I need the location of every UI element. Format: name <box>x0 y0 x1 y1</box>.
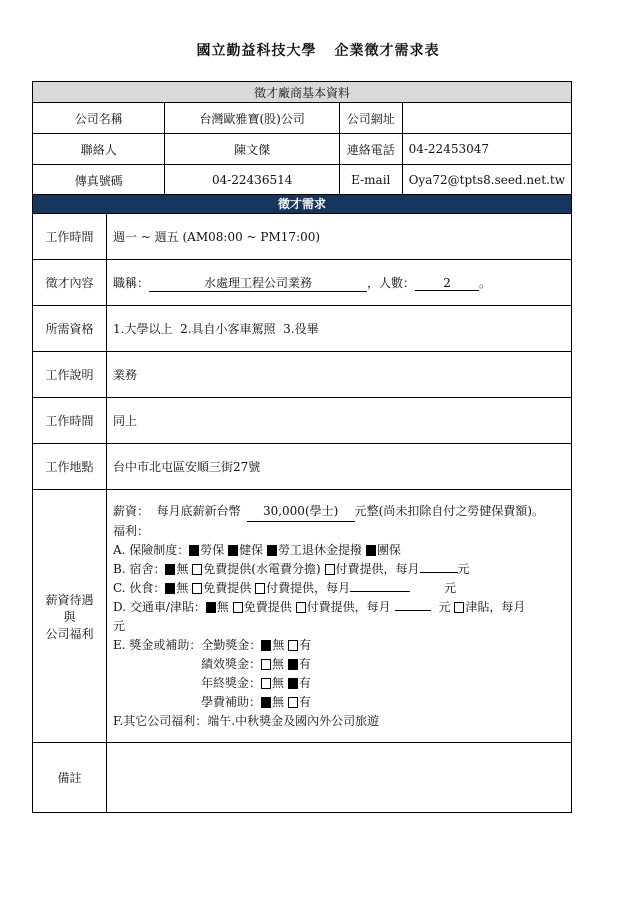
transport-paid: 付費提供，每月 <box>306 599 391 614</box>
phone-value: 04-22453047 <box>402 134 571 165</box>
place-label: 工作地點 <box>33 444 107 490</box>
dorm-paid: 付費提供，每月 <box>335 561 420 576</box>
worktime2-label: 工作時間 <box>33 398 107 444</box>
transport-label: D. 交通車/津貼： <box>113 599 206 614</box>
salary-amount: 30,000(學士) <box>247 502 355 522</box>
checkbox-tuition-none[interactable] <box>261 697 271 708</box>
welfare-heading: 福利： <box>113 523 150 538</box>
note-value[interactable] <box>107 743 572 813</box>
performance-line <box>113 655 565 674</box>
website-label: 公司網址 <box>339 103 402 134</box>
checkbox-transport-paid[interactable] <box>296 602 306 613</box>
other-benefits-line: F.其它公司福利：端午.中秋獎金及國內外公司旅遊 <box>113 713 380 728</box>
basic-info-table <box>32 81 572 196</box>
transport-line-cont: 元 <box>113 618 126 633</box>
insurance-label: A. 保險制度： <box>113 542 190 557</box>
worktime-label: 工作時間 <box>33 214 107 260</box>
checkbox-dorm-paid[interactable] <box>325 564 335 575</box>
form-name: 企業徵才需求表 <box>334 43 440 59</box>
meal-free: 免費提供 <box>203 580 252 595</box>
qualification-value: 1.大學以上 2.具自小客車駕照 3.役畢 <box>107 306 572 352</box>
checkbox-performance-has[interactable] <box>288 659 298 670</box>
contact-value: 陳文傑 <box>165 134 340 165</box>
checkbox-allowance[interactable] <box>454 602 464 613</box>
performance-has: 有 <box>298 656 311 671</box>
website-value <box>402 103 571 134</box>
checkbox-health-insurance[interactable] <box>228 545 238 556</box>
salary-suffix: 元整(尚未扣除自付之勞健保費額)。 <box>354 503 545 518</box>
school-name: 國立勤益科技大學 <box>196 43 317 59</box>
content-label: 徵才內容 <box>33 260 107 306</box>
transport-unit: 元 <box>438 599 451 614</box>
company-label: 公司名稱 <box>33 103 165 134</box>
content-value <box>107 260 572 306</box>
headcount: 2 <box>415 276 479 291</box>
form-title <box>0 40 636 60</box>
performance-none: 無 <box>272 656 285 671</box>
meal-paid: 付費提供，每月 <box>266 580 351 595</box>
transport-free: 免費提供 <box>243 599 292 614</box>
meal-unit: 元 <box>444 580 457 595</box>
company-value: 台灣歐雅寶(股)公司 <box>165 103 340 134</box>
yearend-line <box>113 674 565 693</box>
dorm-unit: 元 <box>457 561 470 576</box>
labor-insurance: 勞保 <box>200 542 225 557</box>
meal-line <box>113 579 565 598</box>
benefit-label <box>33 490 107 743</box>
bonus-line <box>113 636 565 655</box>
requirements-table <box>32 213 572 813</box>
tuition-line <box>113 693 565 712</box>
checkbox-tuition-has[interactable] <box>288 697 298 708</box>
tuition-none: 無 <box>272 694 285 709</box>
yearend-label: 年終獎金： <box>201 675 262 690</box>
allowance: 津貼，每月 <box>465 599 526 614</box>
checkbox-performance-none[interactable] <box>261 659 271 670</box>
health-insurance: 健保 <box>239 542 264 557</box>
checkbox-yearend-has[interactable] <box>288 678 298 689</box>
salary-line <box>113 502 565 522</box>
checkbox-dorm-free[interactable] <box>192 564 202 575</box>
job-title: 水處理工程公司業務 <box>149 274 367 292</box>
job-prefix: 職稱： <box>113 275 150 290</box>
checkbox-yearend-none[interactable] <box>261 678 271 689</box>
transport-line <box>113 598 565 617</box>
dorm-label: B. 宿舍： <box>113 561 166 576</box>
dorm-line <box>113 560 565 579</box>
dorm-free: 免費提供(水電費分擔) <box>203 561 321 576</box>
performance-label: 績效獎金： <box>201 656 262 671</box>
checkbox-meal-free[interactable] <box>192 583 202 594</box>
benefit-label-line3: 公司福利 <box>45 626 94 641</box>
benefit-label-line2: 與 <box>63 609 76 624</box>
checkbox-attendance-has[interactable] <box>288 640 298 651</box>
yearend-none: 無 <box>272 675 285 690</box>
checkbox-transport-free[interactable] <box>233 602 243 613</box>
bonus-label: E. 獎金或補助：全勤獎金： <box>113 637 262 652</box>
fax-value: 04-22436514 <box>165 165 340 196</box>
checkbox-attendance-none[interactable] <box>261 640 271 651</box>
meal-none: 無 <box>176 580 189 595</box>
yearend-has: 有 <box>298 675 311 690</box>
fax-label: 傳真號碼 <box>33 165 165 196</box>
count-suffix: 。 <box>479 275 492 290</box>
insurance-line <box>113 541 565 560</box>
checkbox-group-insurance[interactable] <box>366 545 376 556</box>
checkbox-meal-paid[interactable] <box>255 583 265 594</box>
checkbox-transport-none[interactable] <box>206 602 216 613</box>
description-value: 業務 <box>107 352 572 398</box>
tuition-label: 學費補助： <box>201 694 262 709</box>
dorm-none: 無 <box>176 561 189 576</box>
worktime2-value: 同上 <box>107 398 572 444</box>
group-insurance: 團保 <box>376 542 401 557</box>
checkbox-pension[interactable] <box>267 545 277 556</box>
checkbox-meal-none[interactable] <box>165 583 175 594</box>
tuition-has: 有 <box>298 694 311 709</box>
benefit-label-line1: 薪資待遇 <box>45 592 94 607</box>
checkbox-dorm-none[interactable] <box>165 564 175 575</box>
email-value: Oya72@tpts8.seed.net.tw <box>402 165 571 196</box>
phone-label: 連絡電話 <box>339 134 402 165</box>
basic-section-header: 徵才廠商基本資料 <box>33 82 572 103</box>
meal-label: C. 伙食： <box>113 580 166 595</box>
pension: 勞工退休金提撥 <box>277 542 362 557</box>
place-value: 台中市北屯區安順三街27號 <box>107 444 572 490</box>
worktime-value: 週一 ~ 週五 (AM08:00 ~ PM17:00) <box>107 214 572 260</box>
note-label: 備註 <box>33 743 107 813</box>
transport-none: 無 <box>216 599 229 614</box>
contact-label: 聯絡人 <box>33 134 165 165</box>
qualification-label: 所需資格 <box>33 306 107 352</box>
count-prefix: ，人數： <box>367 275 416 290</box>
benefit-value <box>107 490 572 743</box>
attendance-has: 有 <box>299 637 312 652</box>
description-label: 工作說明 <box>33 352 107 398</box>
requirements-section-header: 徵才需求 <box>32 194 572 214</box>
attendance-none: 無 <box>272 637 285 652</box>
salary-prefix: 薪資： 每月底薪新台幣 <box>113 503 241 518</box>
email-label: E-mail <box>339 165 402 196</box>
checkbox-labor-insurance[interactable] <box>189 545 199 556</box>
